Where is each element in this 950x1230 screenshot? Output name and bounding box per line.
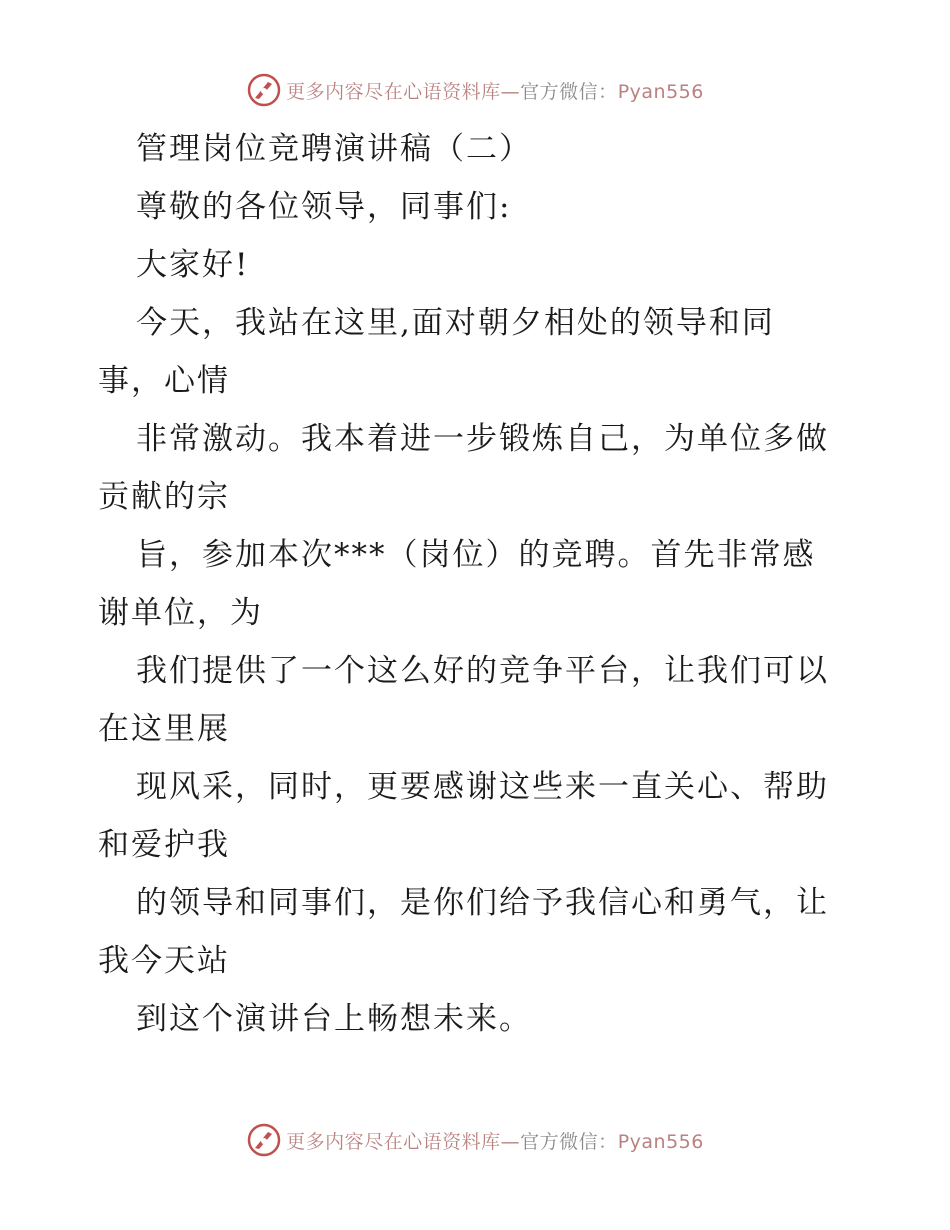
banner-text (286, 77, 704, 104)
quill-logo-icon (246, 72, 282, 108)
banner-official-label: 官方微信： (520, 1130, 618, 1153)
banner-official-label: 官方微信： (520, 80, 618, 103)
text-line: 到这个演讲台上畅想未来。 (136, 1001, 532, 1037)
banner-dash: — (500, 80, 521, 103)
text-line: 贡献的宗 (98, 479, 230, 515)
text-line: 尊敬的各位领导，同事们: (136, 189, 512, 225)
banner-wechat-id: Pyan556 (617, 80, 704, 103)
text-line: 今天，我站在这里,面对朝夕相处的领导和同 (136, 305, 775, 341)
quill-logo-icon (246, 1122, 282, 1158)
text-line: 我今天站 (98, 943, 230, 979)
text-line: 事，心情 (98, 363, 230, 399)
text-line: 管理岗位竞聘演讲稿（二） (136, 131, 532, 167)
banner-main-text: 更多内容尽在心语资料库 (286, 80, 501, 103)
text-line: 旨，参加本次***（岗位）的竞聘。首先非常感 (136, 537, 816, 573)
text-line: 现风采，同时，更要感谢这些来一直关心、帮助 (136, 769, 829, 805)
header-banner (0, 70, 950, 110)
text-line: 谢单位，为 (98, 595, 263, 631)
banner-wechat-id: Pyan556 (617, 1130, 704, 1153)
banner-dash: — (500, 1130, 521, 1153)
banner-main-text: 更多内容尽在心语资料库 (286, 1130, 501, 1153)
banner-text (286, 1127, 704, 1154)
document-body (98, 120, 858, 1048)
text-line: 在这里展 (98, 711, 230, 747)
text-line: 非常激动。我本着进一步锻炼自己，为单位多做 (136, 421, 829, 457)
text-line: 大家好! (136, 247, 250, 283)
text-line: 我们提供了一个这么好的竞争平台，让我们可以 (136, 653, 829, 689)
text-line: 的领导和同事们，是你们给予我信心和勇气，让 (136, 885, 829, 921)
footer-banner (0, 1120, 950, 1160)
text-line: 和爱护我 (98, 827, 230, 863)
